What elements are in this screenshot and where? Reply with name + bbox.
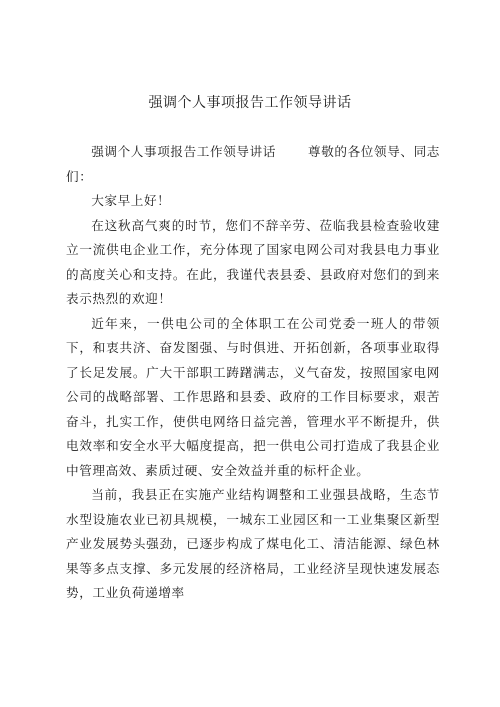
greeting-paragraph: 大家早上好！ [91,193,171,208]
opening-paragraph [66,140,440,189]
document-body [66,140,440,606]
document-title: 强调个人事项报告工作领导讲话 [148,95,352,111]
welcome-paragraph: 在这秋高气爽的时节，您们不辞辛劳、莅临我县检查验收建立一流供电企业工作，充分体现了国家电网公司对我县电力事业的高度关心和支持。在此，我谨代表县委、县政府对您们的到来表示热烈的欢迎！ [66,217,440,306]
salutation: 尊敬的各位领导、同志们： [66,144,441,184]
strategy-paragraph: 当前，我县正在实施产业结构调整和工业强县战略，生态节水型设施农业已初具规模，一城东工业园区和一工业集聚区新型产业发展势头强劲，已逐步构成了煤电化工、清洁能源、绿色林果等多点支撑、多元发展的经济格局，工业经济呈现快速发展态势，工业负荷递增率 [66,487,440,600]
opening-lead: 强调个人事项报告工作领导讲话 [91,144,276,159]
achievements-paragraph: 近年来，一供电公司的全体职工在公司党委一班人的带领下，和衷共济、奋发图强、与时俱进、开拓创新，各项事业取得了长足发展。广大干部职工踌躇满志，义气奋发，按照国家电网公司的战略部署、工作思路和县委、政府的工作目标要求，艰苦奋斗，扎实工作，使供电网络日益完善，管理水平不断提升，供电效率和安全水平大幅度提高，把一供电公司打造成了我县企业中管理高效、素质过硬、安全效益并重的标杆企业。 [66,315,440,478]
